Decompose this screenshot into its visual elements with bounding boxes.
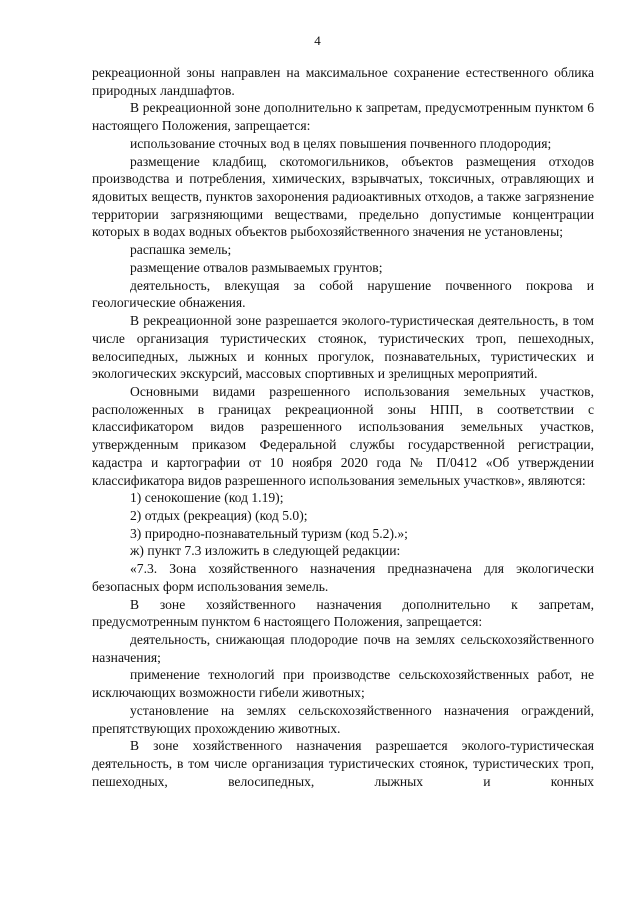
paragraph-recreation-zone-purpose-end: рекреационной зоны направлен на максимальное сохранение естественного облика природных ландшафтов. (92, 65, 594, 98)
paragraph-prohibition-cemeteries-waste: размещение кладбищ, скотомогильников, объектов размещения отходов производства и потребления, химических, взрывчатых, токсичных, отравляющих и ядовитых веществ, пунктов захоронения радиоактивных отходов, а также загрязнение территории загрязняющими веществами, предельно допустимые концентрации которых в водах водных объектов рыбохозяйственного значения не установлены; (92, 153, 594, 240)
paragraph-recreation-zone-permitted: В рекреационной зоне разрешается эколого-туристическая деятельность, в том числе организация туристических стоянок, туристических троп, пешеходных, велосипедных, лыжных и конных прогулок, познавательных, туристических и экологических экскурсий, массовых спортивных и зрелищных мероприятий. (92, 313, 594, 382)
paragraph-economic-zone-prohibitions-intro: В зоне хозяйственного назначения дополнительно к запретам, предусмотренным пунктом 6 настоящего Положения, запрещается: (92, 596, 594, 630)
paragraph-prohibition-dumps: размещение отвалов размываемых грунтов; (130, 259, 383, 275)
page-number: 4 (314, 33, 321, 48)
paragraph-recreation-zone-prohibitions-intro: В рекреационной зоне дополнительно к запретам, предусмотренным пунктом 6 настоящего Положения, запрещается: (92, 100, 594, 134)
paragraph-prohibition-fences: установление на землях сельскохозяйственного назначения ограждений, препятствующих прохождению животных. (92, 702, 594, 736)
paragraph-prohibition-soil-disturbance: деятельность, влекущая за собой нарушение почвенного покрова и геологические обнажения. (92, 277, 594, 311)
paragraph-land-use-types: Основными видами разрешенного использования земельных участков, расположенных в границах рекреационной зоны НПП, в соответствии с классификатором видов разрешенного использования земельных участков, утвержденным приказом Федеральной службы государственной регистрации, кадастра и картографии от 10 ноября 2020 года № П/0412 «Об утверждении классификатора видов разрешенного использования земельных участков», являются: (92, 383, 594, 488)
list-item-recreation: 2) отдых (рекреация) (код 5.0); (130, 507, 308, 523)
paragraph-economic-zone-purpose: «7.3. Зона хозяйственного назначения предназначена для экологически безопасных форм использования земель. (92, 561, 594, 594)
list-item-nature-tourism: 3) природно-познавательный туризм (код 5.2).»; (130, 525, 408, 541)
paragraph-economic-zone-permitted: В зоне хозяйственного назначения разрешается эколого-туристическая деятельность, в том числе организация туристических стоянок, туристических троп, пешеходных, велосипедных, лыжных и конных (92, 738, 594, 789)
document-body (92, 64, 594, 790)
paragraph-prohibition-harmful-technologies: применение технологий при производстве сельскохозяйственных работ, не исключающих возможности гибели животных; (92, 667, 594, 701)
paragraph-prohibition-wastewater: использование сточных вод в целях повышения почвенного плодородия; (130, 135, 552, 151)
list-item-haymaking: 1) сенокошение (код 1.19); (130, 490, 284, 506)
paragraph-amendment-7-3: ж) пункт 7.3 изложить в следующей редакции: (130, 543, 401, 559)
paragraph-prohibition-plowing: распашка земель; (130, 242, 232, 258)
paragraph-prohibition-fertility-reduction: деятельность, снижающая плодородие почв на землях сельскохозяйственного назначения; (92, 632, 594, 665)
